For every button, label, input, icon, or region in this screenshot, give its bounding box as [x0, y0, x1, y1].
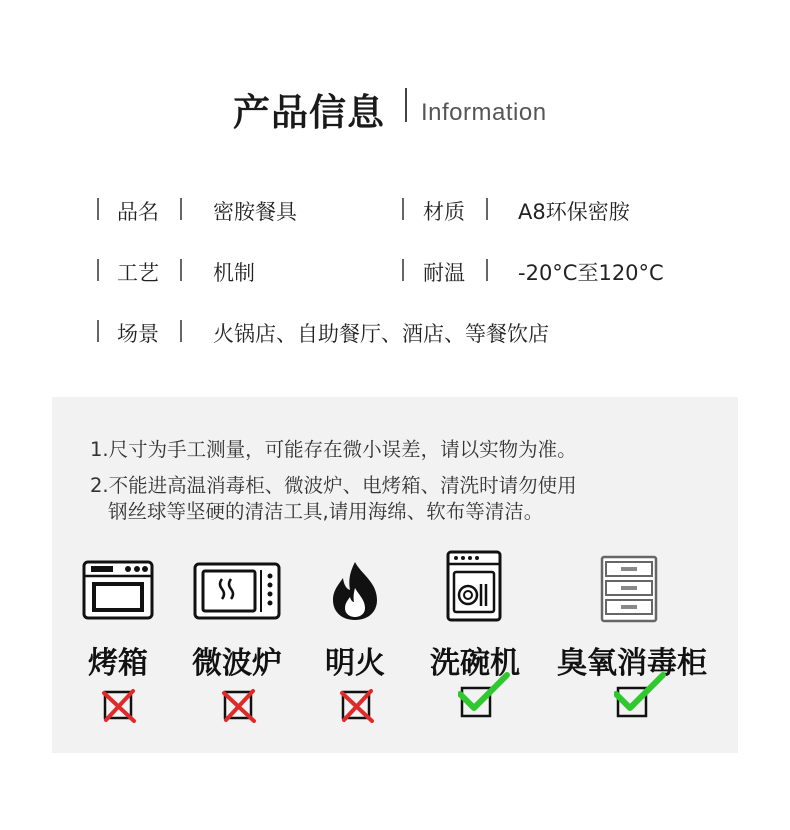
sterilizer-cabinet-icon: [600, 555, 658, 623]
cross-icon: [340, 688, 376, 724]
appliance-label-oven: 烤箱: [88, 646, 148, 681]
page-title: 产品信息: [233, 91, 385, 134]
divider: [180, 198, 182, 220]
spec-label-temperature: 耐温: [423, 261, 465, 285]
spec-value-temperature: -20°C至120°C: [518, 261, 664, 285]
divider: [486, 198, 488, 220]
appliance-label-sterilizer: 臭氧消毒柜: [557, 646, 707, 681]
spec-value-process: 机制: [213, 261, 255, 285]
divider: [402, 198, 404, 220]
spec-value-material: A8环保密胺: [518, 200, 630, 224]
note-line-3: 钢丝球等坚硬的清洁工具,请用海绵、软布等清洁。: [108, 500, 544, 523]
oven-icon: [82, 560, 154, 620]
check-icon: [614, 672, 666, 720]
appliance-label-dishwasher: 洗碗机: [430, 646, 520, 681]
spec-label-material: 材质: [423, 200, 465, 224]
divider: [97, 259, 99, 281]
cross-icon: [222, 688, 258, 724]
divider: [97, 320, 99, 342]
title-divider: [405, 88, 407, 122]
dishwasher-icon: [446, 550, 502, 622]
spec-value-scene: 火锅店、自助餐厅、酒店、等餐饮店: [213, 322, 549, 346]
divider: [97, 198, 99, 220]
spec-value-name: 密胺餐具: [213, 200, 297, 224]
divider: [486, 259, 488, 281]
spec-label-scene: 场景: [117, 322, 159, 346]
divider: [180, 320, 182, 342]
appliance-label-microwave: 微波炉: [192, 646, 282, 681]
divider: [402, 259, 404, 281]
spec-label-name: 品名: [117, 200, 159, 224]
spec-label-process: 工艺: [117, 261, 159, 285]
note-line-1: 1.尺寸为手工测量，可能存在微小误差，请以实物为准。: [90, 438, 577, 461]
divider: [180, 259, 182, 281]
flame-icon: [327, 560, 383, 622]
cross-icon: [102, 688, 138, 724]
check-icon: [458, 672, 510, 720]
appliance-label-open-flame: 明火: [325, 646, 385, 681]
note-line-2: 2.不能进高温消毒柜、微波炉、电烤箱、清洗时请勿使用: [90, 474, 577, 497]
microwave-icon: [193, 562, 281, 620]
page-subtitle: Information: [421, 99, 547, 126]
